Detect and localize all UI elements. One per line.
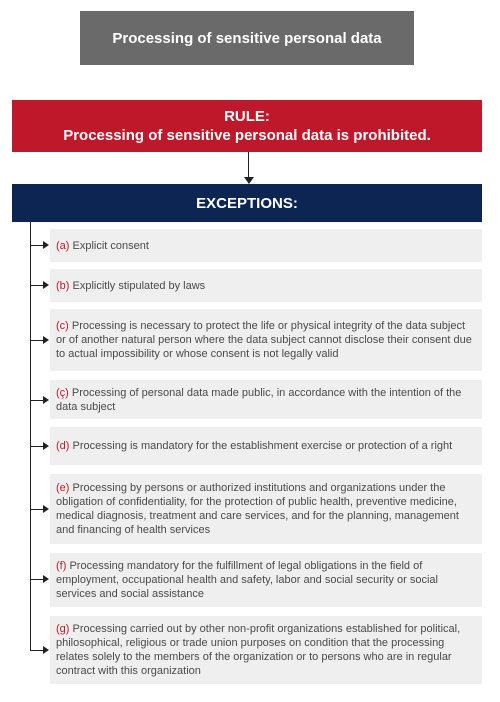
exception-item-c [50,309,482,371]
connector-line [30,446,44,447]
exception-letter: (d) [56,440,70,452]
arrow-right-icon [43,241,49,249]
exception-letter: (b) [56,279,70,292]
exception-item-g [50,616,482,684]
arrow-right-icon [43,575,49,583]
connector-line [30,509,44,510]
connector-line [30,579,44,580]
exception-item-a [50,229,482,262]
arrow-right-icon [43,505,49,513]
exception-letter: (ç) [56,386,69,399]
connector-line [30,650,44,651]
exception-item-b [50,269,482,302]
exception-item-f [50,553,482,607]
connector-line [30,400,44,401]
exception-letter: (g) [56,623,70,635]
arrow-right-icon [43,396,49,404]
exceptions-spine-line [30,222,31,650]
rule-box [12,100,482,152]
exceptions-header [12,184,482,222]
exception-item-d [50,427,482,465]
connector-line [30,340,44,341]
exception-text: Processing by persons or authorized institutions and organizations under the obligation of confidentiality, for the protection of public health, preventive medicine, medical diagnosis, treatment and care services, and for the planning, management and financing of health services [56,482,459,536]
connector-line [30,285,44,286]
rule-to-exceptions-line [248,152,249,180]
exception-item-e [50,474,482,544]
arrow-right-icon [43,646,49,654]
exception-text: Explicitly stipulated by laws [72,279,206,292]
exception-text: Processing mandatory for the fulfillment of legal obligations in the field of employment, occupational health and safety, labor and social security or social services and social assistance [56,560,438,600]
exceptions-header-text: EXCEPTIONS: [196,194,298,212]
diagram-title [80,11,414,65]
arrow-right-icon [43,442,49,450]
exception-letter: (f) [56,560,67,572]
exception-letter: (a) [56,239,70,252]
connector-line [30,245,44,246]
exception-item-c-cedilla [50,380,482,419]
exception-text: Processing is mandatory for the establishment exercise or protection of a right [72,440,453,452]
exception-text: Processing carried out by other non-profit organizations established for political, philosophical, religious or trade union purposes on condition that the processing relates solely to the members of the organization or to persons who are in regular contract with this organization [56,623,461,677]
exception-text: Explicit consent [72,239,149,252]
exception-letter: (e) [56,482,70,494]
rule-label: RULE: [224,108,270,125]
arrow-right-icon [43,281,49,289]
arrow-right-icon [43,336,49,344]
exception-text: Processing of personal data made public, in accordance with the intention of the data subject [56,386,462,413]
exception-text: Processing is necessary to protect the life or physical integrity of the data subject or of another natural person where the data subject cannot disclose their consent due to actual impossibility or whose consent is not legally valid [56,320,472,360]
arrow-down-icon [244,177,254,184]
rule-text: Processing of sensitive personal data is prohibited. [63,127,431,144]
exception-letter: (c) [56,320,69,332]
diagram-title-text: Processing of sensitive personal data [112,29,382,47]
